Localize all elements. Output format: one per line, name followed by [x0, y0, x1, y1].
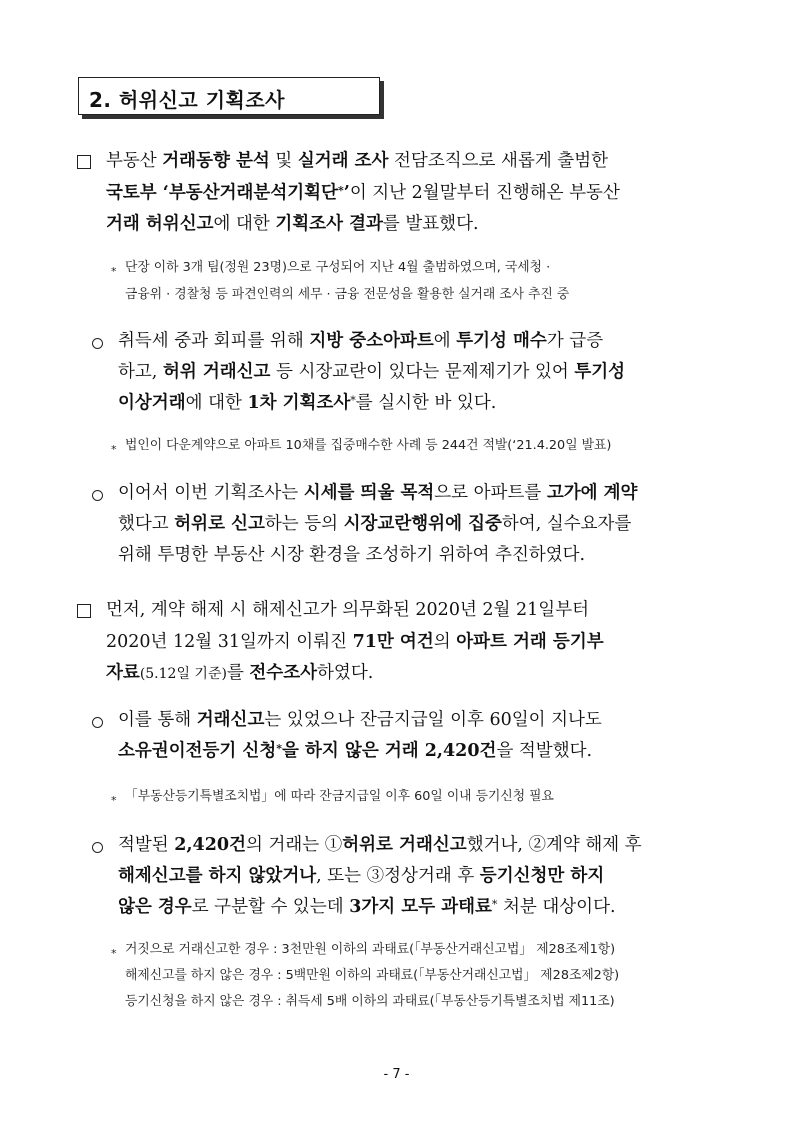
circle-bullet-icon [92, 717, 103, 728]
section1-line2: 국토부 ‘부동산거래분석기획단*’이 지난 2월말부터 진행해온 부동산 [106, 183, 620, 203]
bullet2-line1: 이어서 이번 기획조사는 시세를 띄울 목적으로 아파트를 고가에 계약 [118, 483, 638, 503]
footnote-star-icon: * [111, 265, 117, 278]
footnote-star-icon: * [111, 443, 117, 456]
bullet3-line1: 이를 통해 거래신고는 있었으나 잔금지급일 이후 60일이 지나도 [118, 710, 602, 730]
bullet4-note3: 등기신청을 하지 않은 경우 : 취득세 5배 이하의 과태료(「부동산등기특별조치법 제11조) [125, 994, 615, 1009]
section-heading-box [78, 77, 380, 115]
bullet3-note: 「부동산등기특별조치법」에 따라 잔금지급일 이후 60일 이내 등기신청 필요 [125, 789, 554, 804]
section1-note1: 단장 이하 3개 팀(정원 23명)으로 구성되어 지난 4월 출범하였으며, 국세청 · [125, 260, 551, 275]
section2-line2: 2020년 12월 31일까지 이뤄진 71만 여건의 아파트 거래 등기부 [106, 632, 604, 652]
square-bullet-icon [77, 604, 91, 618]
bullet1-line2: 하고, 허위 거래신고 등 시장교란이 있다는 문제제기가 있어 투기성 [118, 362, 626, 382]
section1-line3: 거래 허위신고에 대한 기획조사 결과를 발표했다. [106, 214, 479, 234]
bullet4-note2: 해제신고를 하지 않은 경우 : 5백만원 이하의 과태료(「부동산거래신고법」 제28조제2항) [125, 968, 620, 983]
bullet1-note: 법인이 다운계약으로 아파트 10채를 집중매수한 사례 등 244건 적발(‘21.4.20일 발표) [125, 438, 612, 453]
page-number: - 7 - [383, 1067, 410, 1082]
circle-bullet-icon [92, 842, 103, 853]
section1-line1: 부동산 거래동향 분석 및 실거래 조사 전담조직으로 새롭게 출범한 [106, 151, 609, 171]
circle-bullet-icon [92, 338, 103, 349]
section-heading: 2. 허위신고 기획조사 [89, 88, 285, 112]
bullet1-line1: 취득세 중과 회피를 위해 지방 중소아파트에 투기성 매수가 급증 [118, 331, 604, 351]
bullet2-line2: 했다고 허위로 신고하는 등의 시장교란행위에 집중하여, 실수요자를 [118, 514, 632, 534]
section2-line1: 먼저, 계약 해제 시 해제신고가 의무화된 2020년 2월 21일부터 [106, 600, 590, 620]
section2-line3: 자료(5.12일 기준)를 전수조사하였다. [106, 663, 374, 683]
bullet4-line3: 않은 경우로 구분할 수 있는데 3가지 모두 과태료* 처분 대상이다. [118, 897, 616, 917]
bullet2-line3: 위해 투명한 부동산 시장 환경을 조성하기 위하여 추진하였다. [118, 545, 586, 565]
bullet4-note1: 거짓으로 거래신고한 경우 : 3천만원 이하의 과태료(「부동산거래신고법」 제28조제1항) [125, 942, 616, 957]
circle-bullet-icon [92, 490, 103, 501]
footnote-star-icon: * [111, 947, 117, 960]
section1-note2: 금융위 · 경찰청 등 파견인력의 세무 · 금융 전문성을 활용한 실거래 조사 추진 중 [125, 287, 570, 302]
bullet3-line2: 소유권이전등기 신청*을 하지 않은 거래 2,420건을 적발했다. [118, 741, 593, 761]
bullet1-line3: 이상거래에 대한 1차 기획조사*를 실시한 바 있다. [118, 393, 497, 413]
bullet4-line2: 해제신고를 하지 않았거나, 또는 ③정상거래 후 등기신청만 하지 [118, 866, 605, 886]
square-bullet-icon [77, 155, 91, 169]
footnote-star-icon: * [111, 794, 117, 807]
bullet4-line1: 적발된 2,420건의 거래는 ①허위로 거래신고했거나, ②계약 해제 후 [118, 835, 642, 855]
